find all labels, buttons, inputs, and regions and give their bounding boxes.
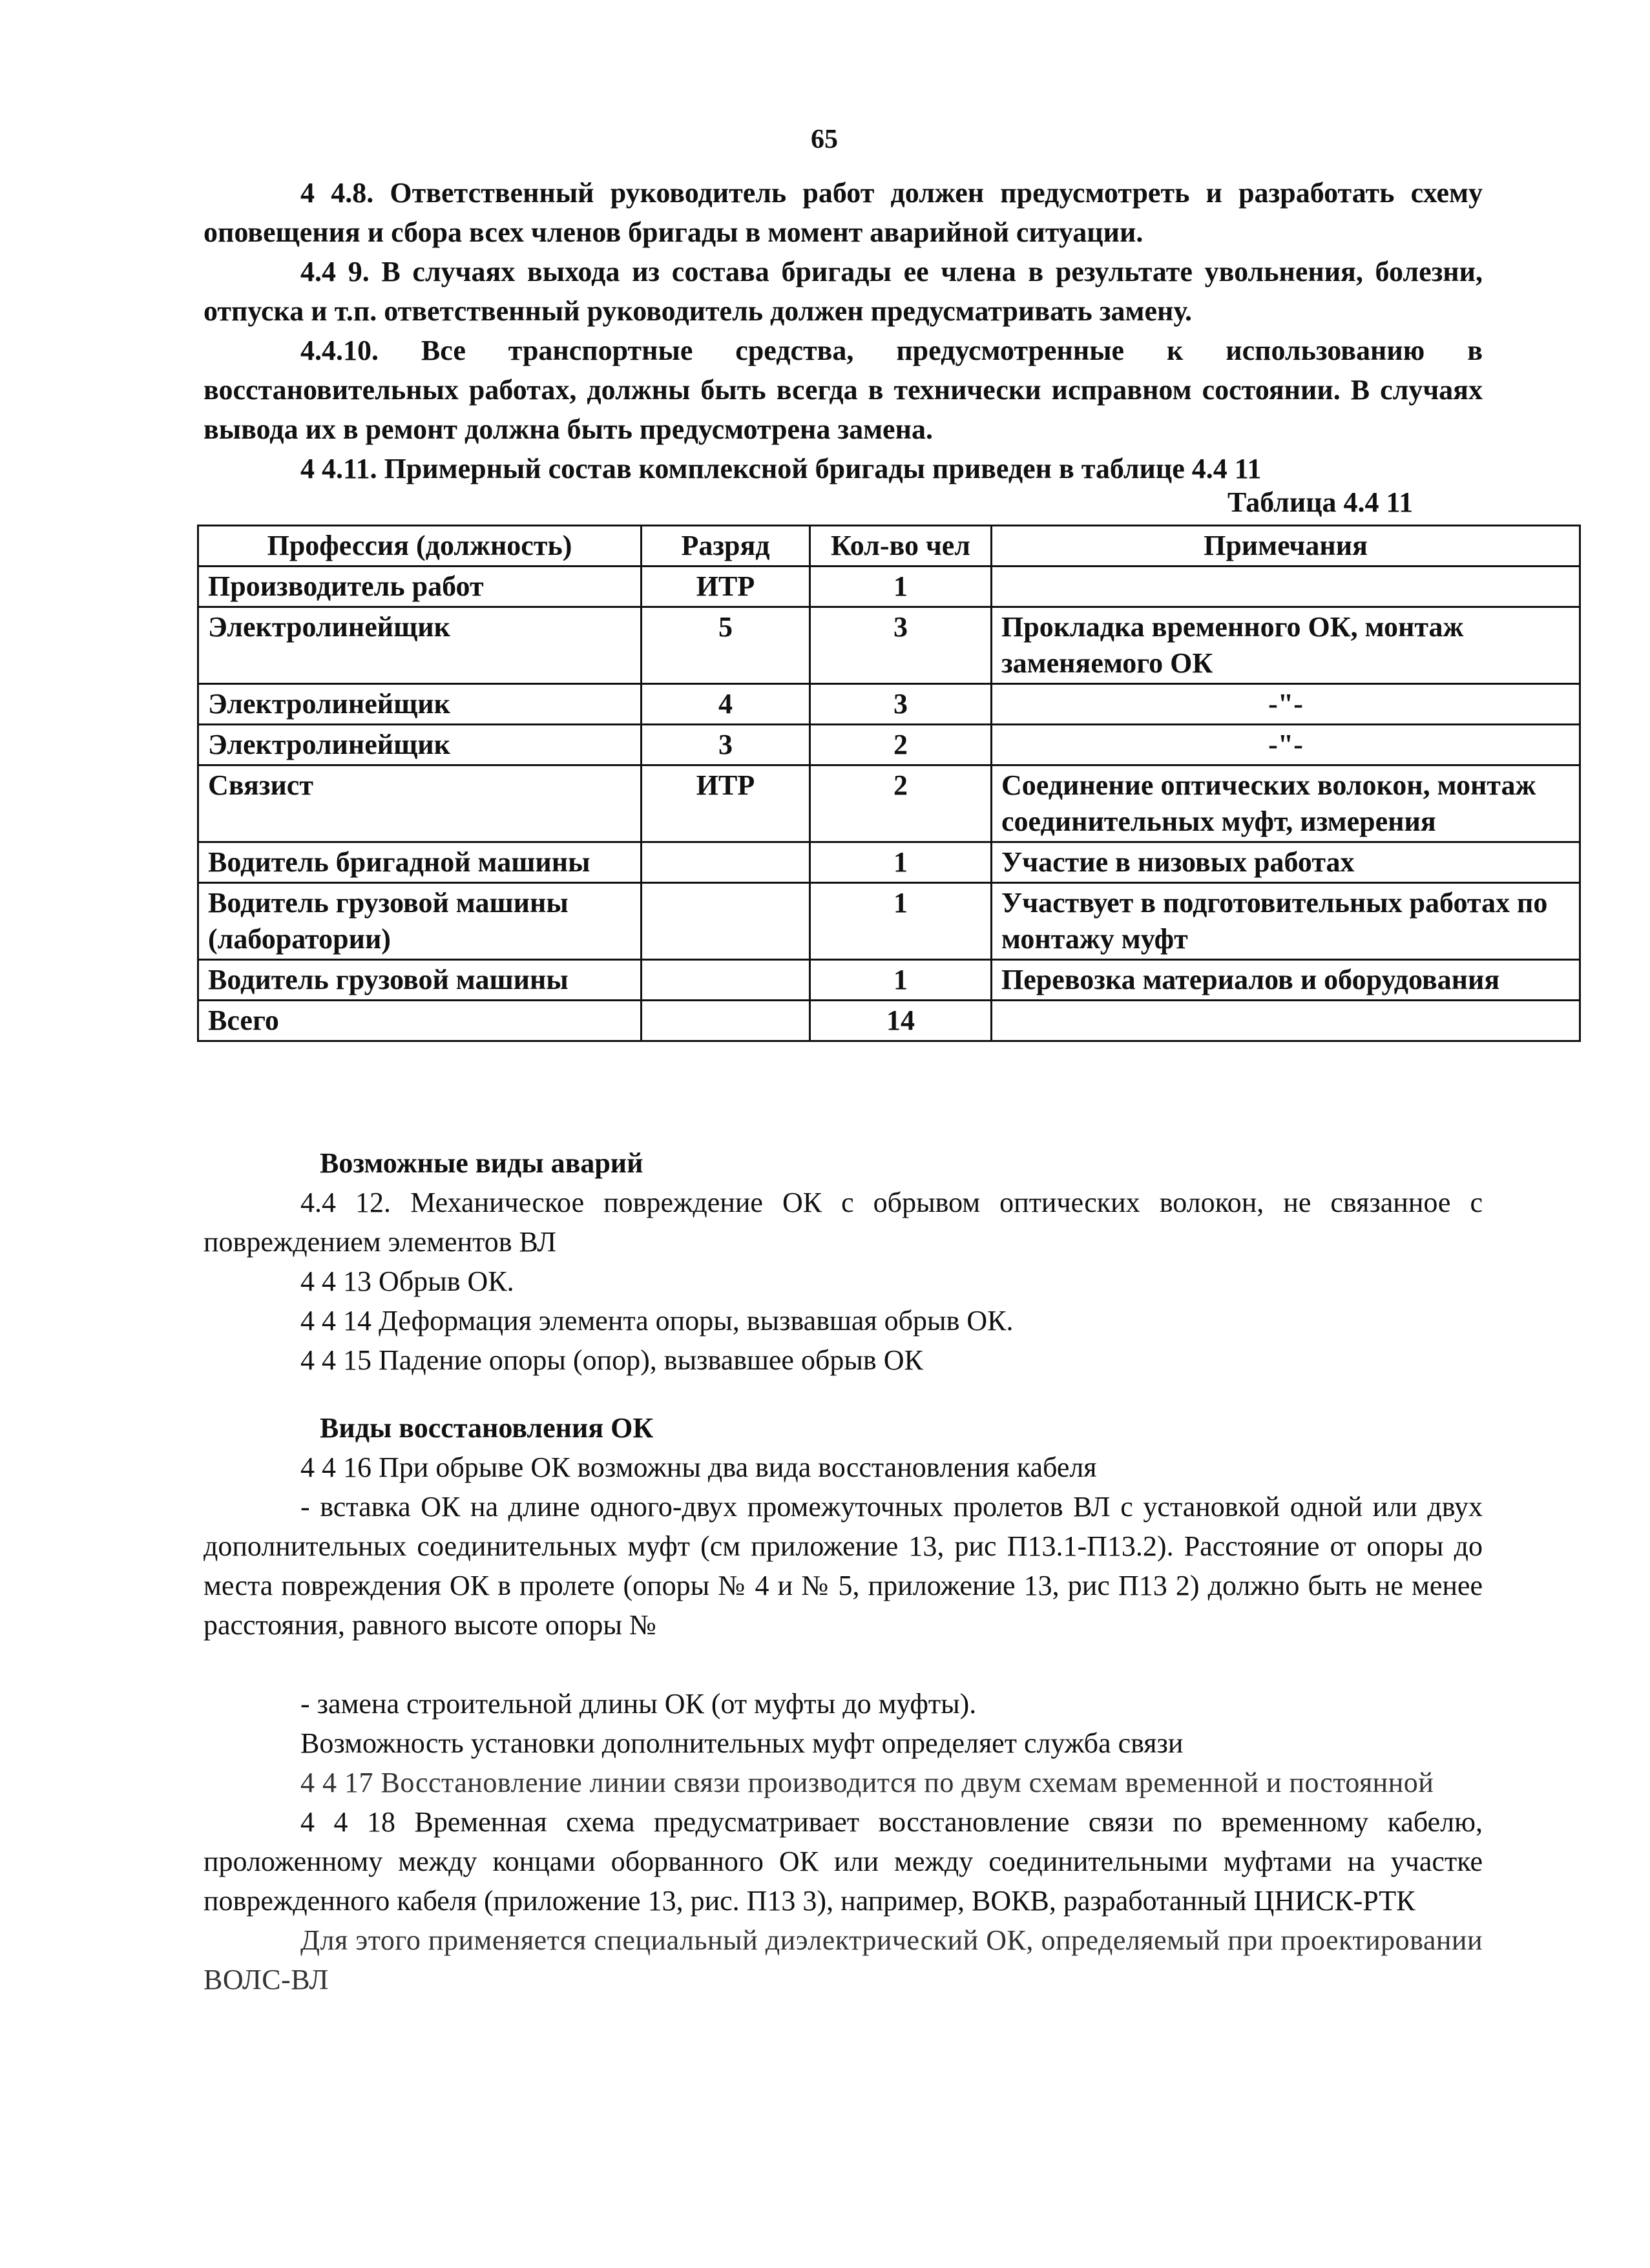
cell-notes: Соединение оптических волокон, монтаж соединительных муфт, измерения [992, 765, 1580, 842]
cell-rank: ИТР [642, 567, 810, 607]
intro-paragraphs [204, 173, 1483, 488]
paragraph-4-4-8: 4 4.8. Ответственный руководитель работ должен предусмотреть и разработать схему оповещения и сбора всех членов бригады в момент аварийной ситуации. [204, 177, 1483, 248]
cell-notes: -"- [992, 684, 1580, 725]
header-notes: Примечания [992, 526, 1580, 567]
table-caption: Таблица 4.4 11 [1227, 486, 1414, 518]
accidents-section [204, 1143, 1483, 1380]
table-row [198, 684, 1580, 725]
cell-notes: Перевозка материалов и оборудования [992, 960, 1580, 1001]
table-header-row [198, 526, 1580, 567]
cell-notes: Участие в низовых работах [992, 842, 1580, 883]
paragraph-4-4-9: 4.4 9. В случаях выхода из состава бригады ее члена в результате увольнения, болезни, отпуска и т.п. ответственный руководитель должен предусматривать замену. [204, 256, 1483, 327]
cell-rank [642, 960, 810, 1001]
cell-profession: Водитель грузовой машины (лаборатории) [198, 883, 642, 960]
restoration-line: - замена строительной длины ОК (от муфты до муфты). [300, 1688, 977, 1720]
restoration-line: 4 4 18 Временная схема предусматривает восстановление связи по временному кабелю, проложенному между концами оборванного ОК или между соединительными муфтами на участке поврежденного кабеля (приложение 13, рис. П13 3), например, ВОКВ, разработанный ЦНИСК-РТК [204, 1806, 1483, 1917]
cell-profession: Связист [198, 765, 642, 842]
cell-count: 2 [810, 765, 992, 842]
accidents-heading: Возможные виды аварий [320, 1147, 643, 1179]
cell-count: 1 [810, 567, 992, 607]
cell-total-label: Всего [198, 1001, 642, 1041]
restoration-line: 4 4 16 При обрыве ОК возможны два вида восстановления кабеля [300, 1451, 1097, 1483]
cell-rank: 4 [642, 684, 810, 725]
accident-item: 4 4 14 Деформация элемента опоры, вызвавшая обрыв ОК. [300, 1305, 1014, 1337]
cell-profession: Электролинейщик [198, 684, 642, 725]
cell-notes [992, 1001, 1580, 1041]
cell-profession: Производитель работ [198, 567, 642, 607]
cell-total-count: 14 [810, 1001, 992, 1041]
cell-rank [642, 1001, 810, 1041]
cell-count: 1 [810, 883, 992, 960]
crew-composition-table [197, 525, 1581, 1042]
paragraph-4-4-10: 4.4.10. Все транспортные средства, предусмотренные к использованию в восстановительных работах, должны быть всегда в технически исправном состоянии. В случаях вывода их в ремонт должна быть предусмотрена замена. [204, 335, 1483, 445]
cell-notes: Прокладка временного ОК, монтаж заменяемого ОК [992, 607, 1580, 684]
accident-item: 4 4 13 Обрыв ОК. [300, 1265, 514, 1297]
accident-item: 4 4 15 Падение опоры (опор), вызвавшее обрыв ОК [300, 1344, 923, 1376]
restoration-section [204, 1408, 1483, 1999]
restoration-heading: Виды восстановления ОК [320, 1412, 654, 1444]
cell-rank: 3 [642, 725, 810, 765]
paragraph-4-4-11: 4 4.11. Примерный состав комплексной бригады приведен в таблице 4.4 11 [300, 453, 1262, 484]
cell-profession: Электролинейщик [198, 607, 642, 684]
page-number: 65 [811, 125, 838, 154]
table-row [198, 765, 1580, 842]
table-row [198, 607, 1580, 684]
table-row [198, 567, 1580, 607]
header-rank: Разряд [642, 526, 810, 567]
cell-notes [992, 567, 1580, 607]
table-row [198, 883, 1580, 960]
cell-profession: Электролинейщик [198, 725, 642, 765]
restoration-line: - вставка ОК на длине одного-двух промежуточных пролетов ВЛ с установкой одной или двух дополнительных соединительных муфт (см приложение 13, рис П13.1-П13.2). Расстояние от опоры до места повреждения ОК в пролете (опоры № 4 и № 5, приложение 13, рис П13 2) должно быть не менее расстояния, равного высоте опоры № [204, 1491, 1483, 1641]
cell-profession: Водитель бригадной машины [198, 842, 642, 883]
cell-profession: Водитель грузовой машины [198, 960, 642, 1001]
cell-count: 1 [810, 960, 992, 1001]
cell-rank: ИТР [642, 765, 810, 842]
header-count: Кол-во чел [810, 526, 992, 567]
header-profession: Профессия (должность) [198, 526, 642, 567]
cell-notes: -"- [992, 725, 1580, 765]
cell-count: 3 [810, 607, 992, 684]
cell-notes: Участвует в подготовительных работах по монтажу муфт [992, 883, 1580, 960]
cell-rank [642, 883, 810, 960]
cell-rank: 5 [642, 607, 810, 684]
table-row [198, 960, 1580, 1001]
table-total-row [198, 1001, 1580, 1041]
restoration-line: Возможность установки дополнительных муфт определяет служба связи [300, 1727, 1184, 1759]
restoration-line: 4 4 17 Восстановление линии связи производится по двум схемам временной и постоянной [300, 1767, 1434, 1798]
cell-count: 2 [810, 725, 992, 765]
table-row [198, 725, 1580, 765]
accident-item: 4.4 12. Механическое повреждение ОК с обрывом оптических волокон, не связанное с повреждением элементов ВЛ [204, 1187, 1483, 1258]
cell-count: 1 [810, 842, 992, 883]
table-row [198, 842, 1580, 883]
cell-count: 3 [810, 684, 992, 725]
cell-rank [642, 842, 810, 883]
restoration-line: Для этого применяется специальный диэлектрический ОК, определяемый при проектировании ВОЛС-ВЛ [204, 1924, 1483, 1995]
